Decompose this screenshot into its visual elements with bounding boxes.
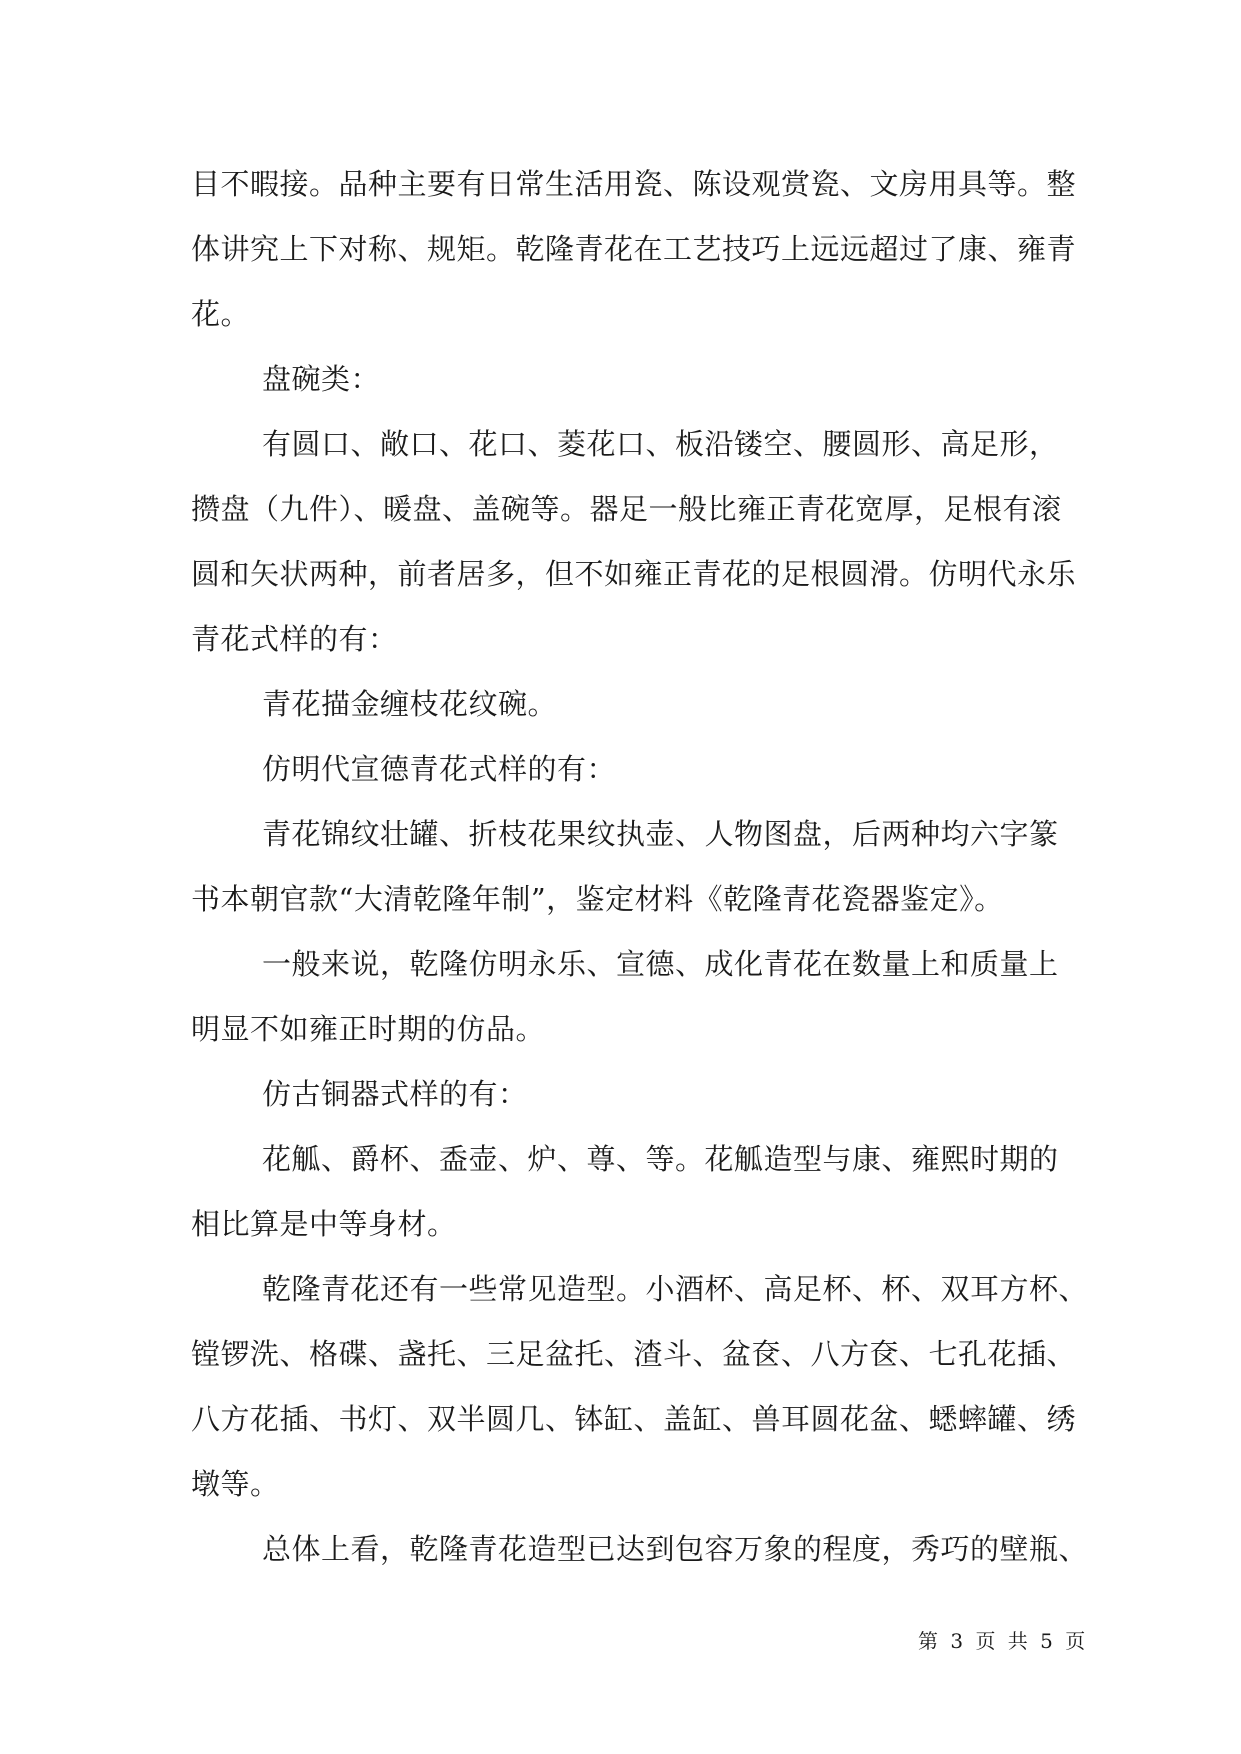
text-line: 目不暇接。品种主要有日常生活用瓷、陈设观赏瓷、文房用具等。整 bbox=[191, 167, 1077, 201]
text-line: 总体上看，乾隆青花造型已达到包容万象的程度，秀巧的壁瓶、 bbox=[262, 1532, 1089, 1566]
text-line: 体讲究上下对称、规矩。乾隆青花在工艺技巧上远远超过了康、雍青 bbox=[191, 232, 1077, 266]
text-line: 青花式样的有： bbox=[191, 622, 398, 656]
text-line: 青花锦纹壮罐、折枝花果纹执壶、人物图盘，后两种均六字篆 bbox=[262, 817, 1059, 851]
text-line: 青花描金缠枝花纹碗。 bbox=[262, 687, 558, 721]
text-line: 花觚、爵杯、盉壶、炉、尊、等。花觚造型与康、雍熙时期的 bbox=[262, 1142, 1059, 1176]
text-line: 书本朝官款“大清乾隆年制”，鉴定材料《乾隆青花瓷器鉴定》。 bbox=[191, 882, 1004, 916]
section-heading: 盘碗类： bbox=[262, 362, 381, 396]
text-line: 镗锣洗、格碟、盏托、三足盆托、渣斗、盆奁、八方奁、七孔花插、 bbox=[191, 1337, 1077, 1371]
document-body bbox=[191, 152, 1089, 1582]
text-line: 乾隆青花还有一些常见造型。小酒杯、高足杯、杯、双耳方杯、 bbox=[262, 1272, 1089, 1306]
text-line: 相比算是中等身材。 bbox=[191, 1207, 457, 1241]
section-heading: 仿明代宣德青花式样的有： bbox=[262, 752, 617, 786]
page-footer: 第 3 页 共 5 页 bbox=[918, 1629, 1089, 1653]
text-line: 一般来说，乾隆仿明永乐、宣德、成化青花在数量上和质量上 bbox=[262, 947, 1059, 981]
text-line: 花。 bbox=[191, 297, 251, 331]
text-line: 明显不如雍正时期的仿品。 bbox=[191, 1012, 546, 1046]
text-line: 有圆口、敞口、花口、菱花口、板沿镂空、腰圆形、高足形， bbox=[262, 427, 1059, 461]
text-line: 圆和矢状两种，前者居多，但不如雍正青花的足根圆滑。仿明代永乐 bbox=[191, 557, 1077, 591]
text-line: 八方花插、书灯、双半圆几、钵缸、盖缸、兽耳圆花盆、蟋蟀罐、绣 bbox=[191, 1402, 1077, 1436]
text-line: 墩等。 bbox=[191, 1467, 280, 1501]
section-heading: 仿古铜器式样的有： bbox=[262, 1077, 528, 1111]
text-line: 攒盘（九件）、暖盘、盖碗等。器足一般比雍正青花宽厚，足根有滚 bbox=[191, 492, 1062, 526]
